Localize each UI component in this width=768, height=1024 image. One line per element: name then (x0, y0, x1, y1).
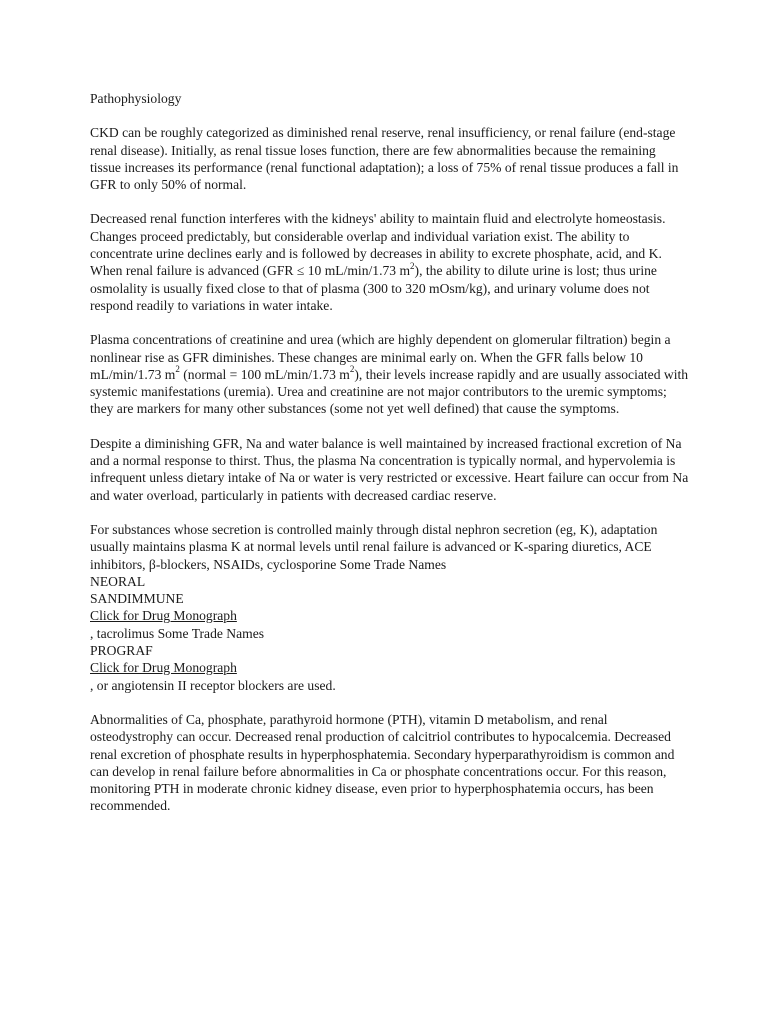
paragraph-text: , tacrolimus Some Trade Names (90, 625, 265, 641)
superscript: 2 (410, 260, 415, 271)
paragraph-text: Decreased renal function interferes with the kidneys' ability to maintain fluid and electrolyte homeostasis. Changes proceed predictably, but considerable overlap and individual variation exist. The ability to concentrate urine declines early and is followed by decreases in ability to excrete phosphate, acid, and K. When renal failure is advanced (GFR ≤ 10 mL/min/1.73 m (90, 211, 666, 279)
paragraph-text: CKD can be roughly categorized as diminished renal reserve, renal insufficiency, or renal failure (end-stage renal disease). Initially, as renal tissue loses function, there are few abnormalities because the remaining tissue increases its performance (renal functional adaptation); a loss of 75% of renal tissue produces a fall in GFR to only 50% of normal. (90, 125, 679, 193)
superscript: 2 (349, 364, 355, 375)
trade-name-sandimmune: SANDIMMUNE (90, 591, 184, 607)
document-page (90, 90, 690, 832)
drug-monograph-link[interactable]: Click for Drug Monograph (90, 660, 237, 676)
paragraph-calcium-phosphate (90, 711, 690, 815)
paragraph-text: ), the ability to dilute urine is lost; thus urine osmolality is usually fixed close to that of plasma (300 to 320 mOsm/kg), and urinary volume does not respond readily to variations in water intake. (90, 263, 657, 313)
paragraph-text: For substances whose secretion is controlled mainly through distal nephron secretion (eg, K), adaptation usually maintains plasma K at normal levels until renal failure is advanced or K-sparing diuretics, ACE inhibitors, β-blockers, NSAIDs, cyclosporine Some Trade Names (90, 521, 658, 572)
paragraph-text: Abnormalities of Ca, phosphate, parathyroid hormone (PTH), vitamin D metabolism, and renal osteodystrophy can occur. Decreased renal production of calcitriol contributes to hypocalcemia. Decreased renal excretion of phosphate results in hyperphosphatemia. Secondary hyperparathyroidism is common and can develop in renal failure before abnormalities in Ca or phosphate concentrations occur. For this reason, monitoring PTH in moderate chronic kidney disease, even prior to hyperphosphatemia occurs, has been recommended. (90, 711, 675, 814)
paragraph-text: ), their levels increase rapidly and are usually associated with systemic manifestations (uremia). Urea and creatinine are not major contributors to the uremic symptoms; they are markers for many other substances (some not yet well defined) that cause the symptoms. (90, 366, 689, 417)
paragraph-sodium-water (90, 435, 690, 504)
superscript: 2 (175, 364, 180, 375)
paragraph-potassium (90, 521, 690, 694)
page-title: Pathophysiology (90, 91, 182, 106)
paragraph-text: (normal = 100 mL/min/1.73 m (179, 366, 350, 382)
trade-name-prograf: PROGRAF (90, 643, 153, 659)
paragraph-text: Despite a diminishing GFR, Na and water balance is well maintained by increased fractional excretion of Na and a normal response to thirst. Thus, the plasma Na concentration is typically normal, and hypervolemia is infrequent unless dietary intake of Na or water is very restricted or excessive. Heart failure can occur from Na and water overload, particularly in patients with decreased cardiac reserve. (90, 435, 689, 503)
paragraph-text: , or angiotensin II receptor blockers are used. (90, 677, 336, 693)
paragraph-ckd-categories (90, 124, 690, 193)
trade-name-neoral: NEORAL (90, 573, 146, 589)
paragraph-text: Plasma concentrations of creatinine and urea (which are highly dependent on glomerular filtration) begin a nonlinear rise as GFR diminishes. These changes are minimal early on. When the GFR falls below 10 mL/min/1.73 m (90, 332, 671, 382)
drug-monograph-link[interactable]: Click for Drug Monograph (90, 608, 237, 624)
paragraph-renal-function (90, 210, 690, 314)
paragraph-creatinine-urea (90, 331, 690, 417)
